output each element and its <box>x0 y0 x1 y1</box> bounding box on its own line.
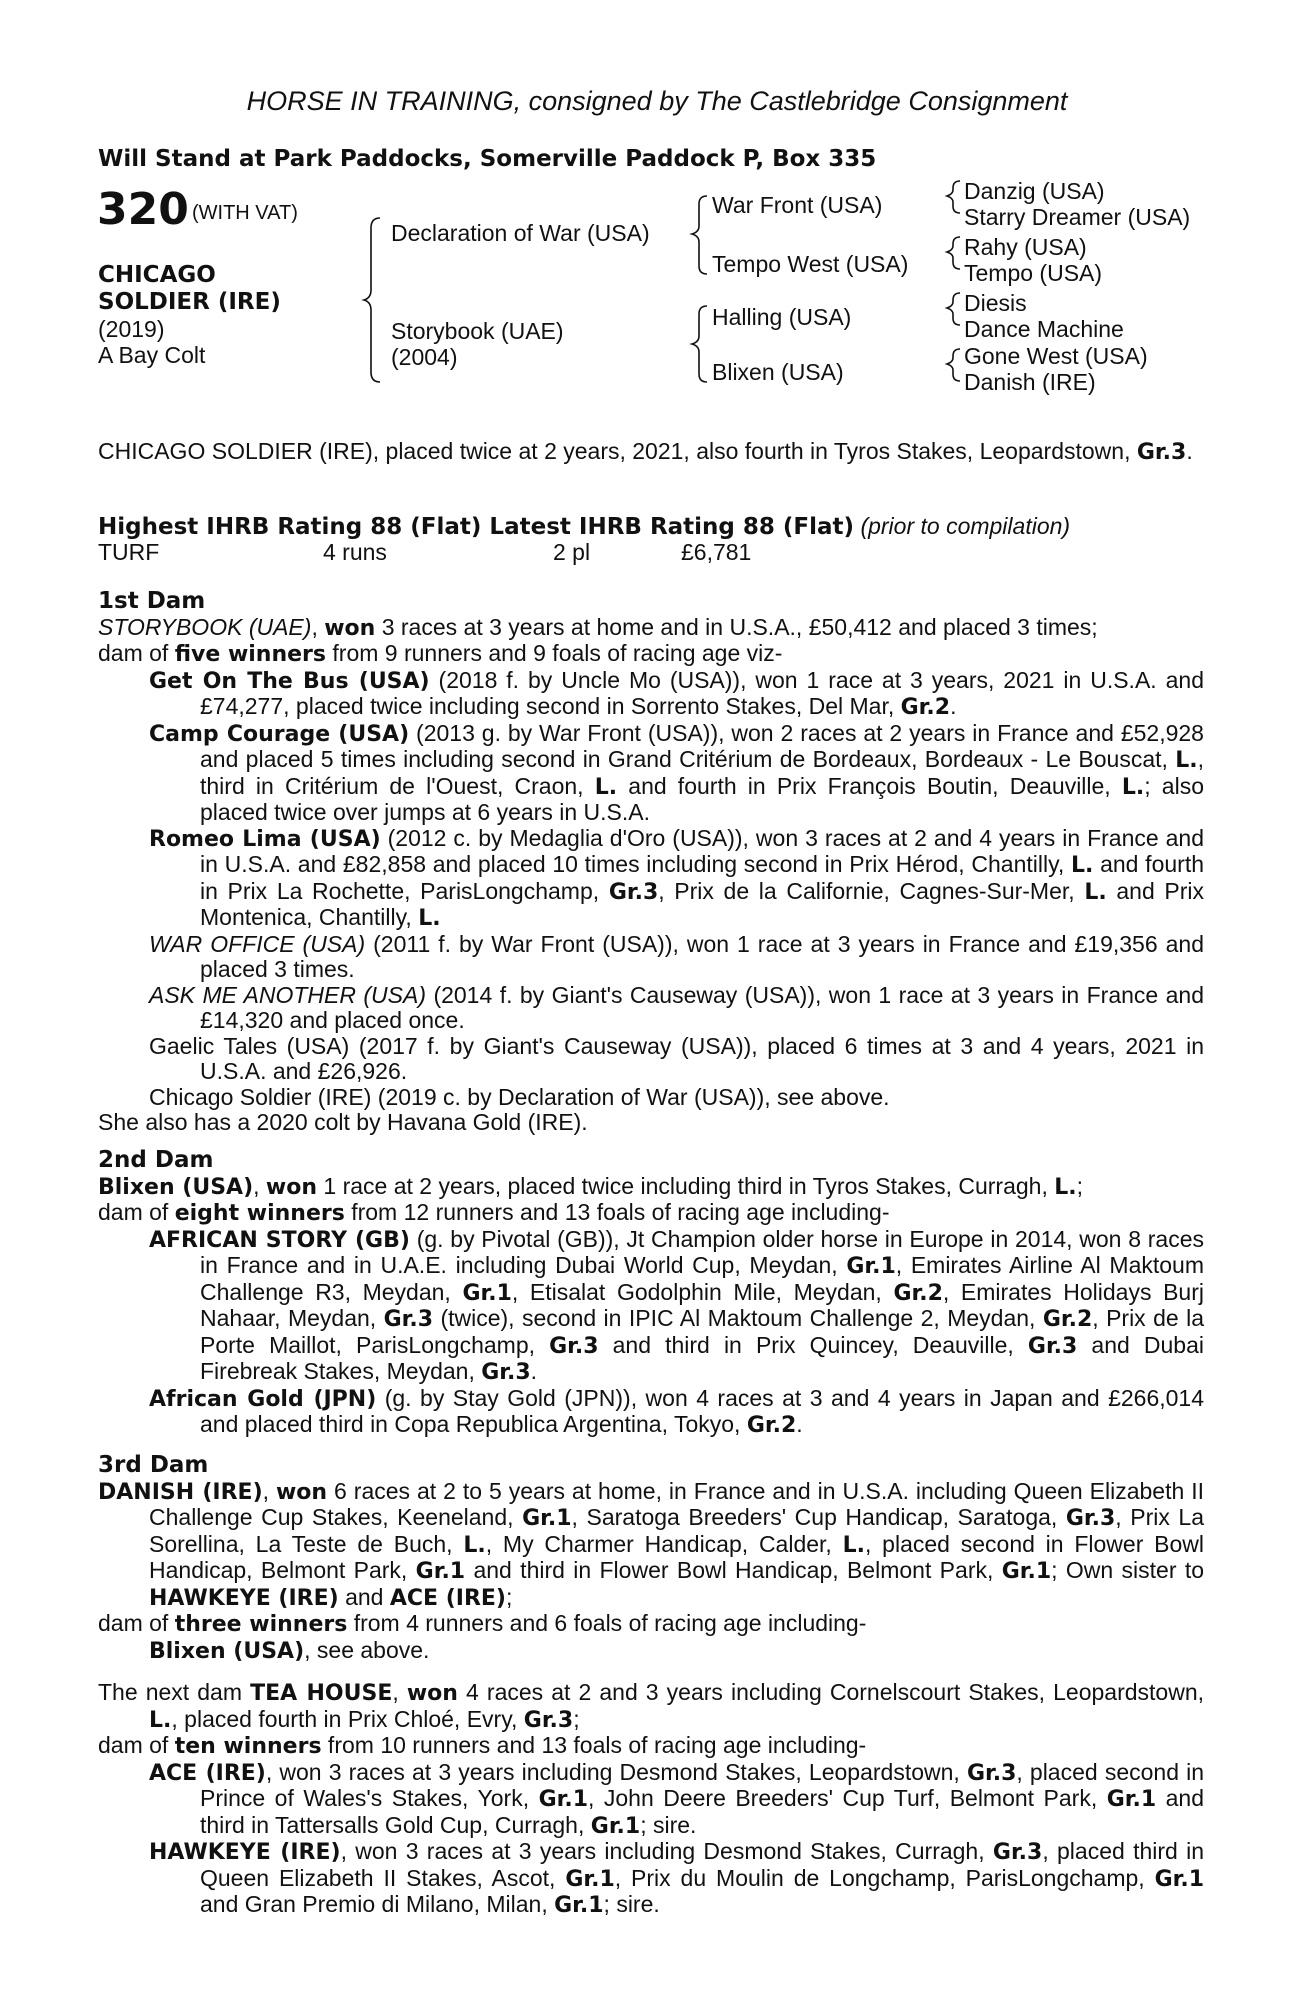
progeny-ace: ACE (IRE), won 3 races at 3 years including Desmond Stakes, Leopardstown, Gr.3, placed second in Prince of Wales's Stakes, York, Gr.1, John Deere Breeders' Cup Turf, Belmont Park, Gr.1 and third in Tattersalls Gold Cup, Curragh, Gr.1; sire. <box>149 1758 1205 1839</box>
next-dam-intro: The next dam TEA HOUSE, won 4 races at 2 and 3 years including Cornelscourt Stakes, Leopardstown, L., placed fourth in Prix Chloé, Evry, Gr.3; <box>98 1679 1205 1733</box>
rating-surface: TURF <box>98 539 160 565</box>
progeny-get-on-the-bus: Get On The Bus (USA) (2018 f. by Uncle Mo (USA)), won 1 race at 3 years, 2021 in U.S.A. and £74,277, placed twice including second in Sorrento Stakes, Del Mar, Gr.2. <box>149 666 1204 720</box>
progeny-african-gold: African Gold (JPN) (g. by Stay Gold (JPN)), won 4 races at 3 and 4 years in Japan and £266,014 and placed third in Copa Republica Argentina, Tokyo, Gr.2. <box>149 1384 1204 1438</box>
progeny-romeo-lima: Romeo Lima (USA) (2012 c. by Medaglia d'Oro (USA)), won 3 races at 2 and 4 years in France and in U.S.A. and £82,858 and placed 10 times including second in Prix Hérod, Chantilly, L. and fourth in Prix La Rochette, ParisLongchamp, Gr.3, Prix de la Californie, Cagnes-Sur-Mer, L. and Prix Montenica, Chantilly, L. <box>149 824 1205 931</box>
grandparent-2: Starry Dreamer (USA) <box>964 204 1191 230</box>
progeny-chicago-soldier: Chicago Soldier (IRE) (2019 c. by Declaration of War (USA)), see above. <box>149 1083 890 1110</box>
dam-name: Storybook (UAE) <box>391 318 564 344</box>
first-dam-heading: 1st Dam <box>98 588 206 614</box>
stand-location: Will Stand at Park Paddocks, Somerville Paddock P, Box 335 <box>98 146 877 172</box>
progeny-blixen: Blixen (USA), see above. <box>149 1636 430 1664</box>
dam-dam: Blixen (USA) <box>712 359 844 385</box>
grandparent-6: Dance Machine <box>964 316 1124 342</box>
rating-placed: 2 pl <box>553 539 591 565</box>
grandparent-7: Gone West (USA) <box>964 343 1148 369</box>
progeny-ask-me-another: ASK ME ANOTHER (USA) (2014 f. by Giant's Causeway (USA)), won 1 race at 3 years in France and £14,320 and placed once. <box>149 981 1204 1033</box>
first-dam-intro: STORYBOOK (UAE), won 3 races at 3 years at home and in U.S.A., £50,412 and placed 3 times; <box>98 613 1098 641</box>
third-dam-intro: DANISH (IRE), won 6 races at 2 to 5 years at home, in France and in U.S.A. including Queen Elizabeth II Challenge Cup Stakes, Keeneland, Gr.1, Saratoga Breeders' Cup Handicap, Saratoga, Gr.3, Prix La Sorellina, La Teste de Buch, L., My Charmer Handicap, Calder, L., placed second in Flower Bowl Handicap, Belmont Park, Gr.1 and third in Flower Bowl Handicap, Belmont Park, Gr.1; Own sister to HAWKEYE (IRE) and ACE (IRE); <box>98 1477 1205 1611</box>
sire-dam: Tempo West (USA) <box>712 251 909 277</box>
second-dam-produce: dam of eight winners from 12 runners and 13 foals of racing age including- <box>98 1199 890 1226</box>
second-dam-section <box>98 1148 1204 1439</box>
vat-label: (WITH VAT) <box>192 202 298 224</box>
first-dam-note: She also has a 2020 colt by Havana Gold (IRE). <box>98 1109 588 1135</box>
progeny-gaelic-tales: Gaelic Tales (USA) (2017 f. by Giant's Causeway (USA)), placed 6 times at 3 and 4 years, 2021 in U.S.A. and £26,926. <box>149 1032 1204 1084</box>
progeny-war-office: WAR OFFICE (USA) (2011 f. by War Front (USA)), won 1 race at 3 years in France and £19,356 and placed 3 times. <box>149 930 1204 982</box>
second-dam-intro: Blixen (USA), won 1 race at 2 years, placed twice including third in Tyros Stakes, Curragh, L.; <box>98 1172 1084 1200</box>
horse-name-line1: CHICAGO <box>98 262 216 288</box>
first-dam-section <box>98 589 1204 1136</box>
summary-grade: Gr.3 <box>1136 440 1187 465</box>
summary-end: . <box>1186 438 1193 464</box>
rating-earnings: £6,781 <box>681 539 752 565</box>
rating-runs: 4 runs <box>323 539 387 565</box>
sire-name: Declaration of War (USA) <box>391 220 650 246</box>
rating-note: (prior to compilation) <box>860 513 1071 539</box>
grandparent-3: Rahy (USA) <box>964 234 1087 260</box>
first-dam-produce: dam of five winners from 9 runners and 9 foals of racing age viz- <box>98 640 783 667</box>
second-dam-heading: 2nd Dam <box>98 1147 214 1173</box>
lot-number: 320 <box>97 184 189 235</box>
third-dam-heading: 3rd Dam <box>98 1452 209 1478</box>
grandparent-5: Diesis <box>964 290 1027 316</box>
grandparent-4: Tempo (USA) <box>964 260 1103 286</box>
summary-text: CHICAGO SOLDIER (IRE), placed twice at 2 years, 2021, also fourth in Tyros Stakes, Leopardstown, <box>98 438 1137 464</box>
grandparent-1: Danzig (USA) <box>964 178 1105 204</box>
horse-name-line2: SOLDIER (IRE) <box>98 289 281 315</box>
progeny-camp-courage: Camp Courage (USA) (2013 g. by War Front (USA)), won 2 races at 2 years in France and £52,928 and placed 5 times including second in Grand Critérium de Bordeaux, Bordeaux - Le Bouscat, L., third in Critérium de l'Ouest, Craon, L. and fourth in Prix François Boutin, Deauville, L.; also placed twice over jumps at 6 years in U.S.A. <box>149 719 1204 825</box>
rating-bold: Highest IHRB Rating 88 (Flat) Latest IHRB Rating 88 (Flat) <box>98 514 855 540</box>
foaling-year: (2019) <box>98 316 165 342</box>
rating-line <box>98 514 1070 540</box>
third-dam-produce: dam of three winners from 4 runners and 6 foals of racing age including- <box>98 1610 867 1637</box>
horse-description: A Bay Colt <box>98 342 206 368</box>
dam-sire: Halling (USA) <box>712 304 852 330</box>
dam-year: (2004) <box>391 344 458 370</box>
third-dam-section <box>98 1453 1204 1664</box>
page-title: HORSE IN TRAINING, consigned by The Castlebridge Consignment <box>246 86 1068 116</box>
next-dam-section <box>98 1680 1204 1919</box>
race-summary <box>98 439 1204 466</box>
next-dam-produce: dam of ten winners from 10 runners and 13 foals of racing age including- <box>98 1732 867 1759</box>
sire-sire: War Front (USA) <box>712 192 883 218</box>
grandparent-8: Danish (IRE) <box>964 369 1096 395</box>
progeny-hawkeye: HAWKEYE (IRE), won 3 races at 3 years including Desmond Stakes, Curragh, Gr.3, placed third in Queen Elizabeth II Stakes, Ascot, Gr.1, Prix du Moulin de Longchamp, ParisLongchamp, Gr.1 and Gran Premio di Milano, Milan, Gr.1; sire. <box>149 1838 1204 1918</box>
progeny-african-story: AFRICAN STORY (GB) (g. by Pivotal (GB)), Jt Champion older horse in Europe in 2014, won 8 races in France and in U.A.E. including Dubai World Cup, Meydan, Gr.1, Emirates Airline Al Maktoum Challenge R3, Meydan, Gr.1, Etisalat Godolphin Mile, Meydan, Gr.2, Emirates Holidays Burj Nahaar, Meydan, Gr.3 (twice), second in IPIC Al Maktoum Challenge 2, Meydan, Gr.2, Prix de la Porte Maillot, ParisLongchamp, Gr.3 and third in Prix Quincey, Deauville, Gr.3 and Dubai Firebreak Stakes, Meydan, Gr.3. <box>149 1225 1204 1385</box>
